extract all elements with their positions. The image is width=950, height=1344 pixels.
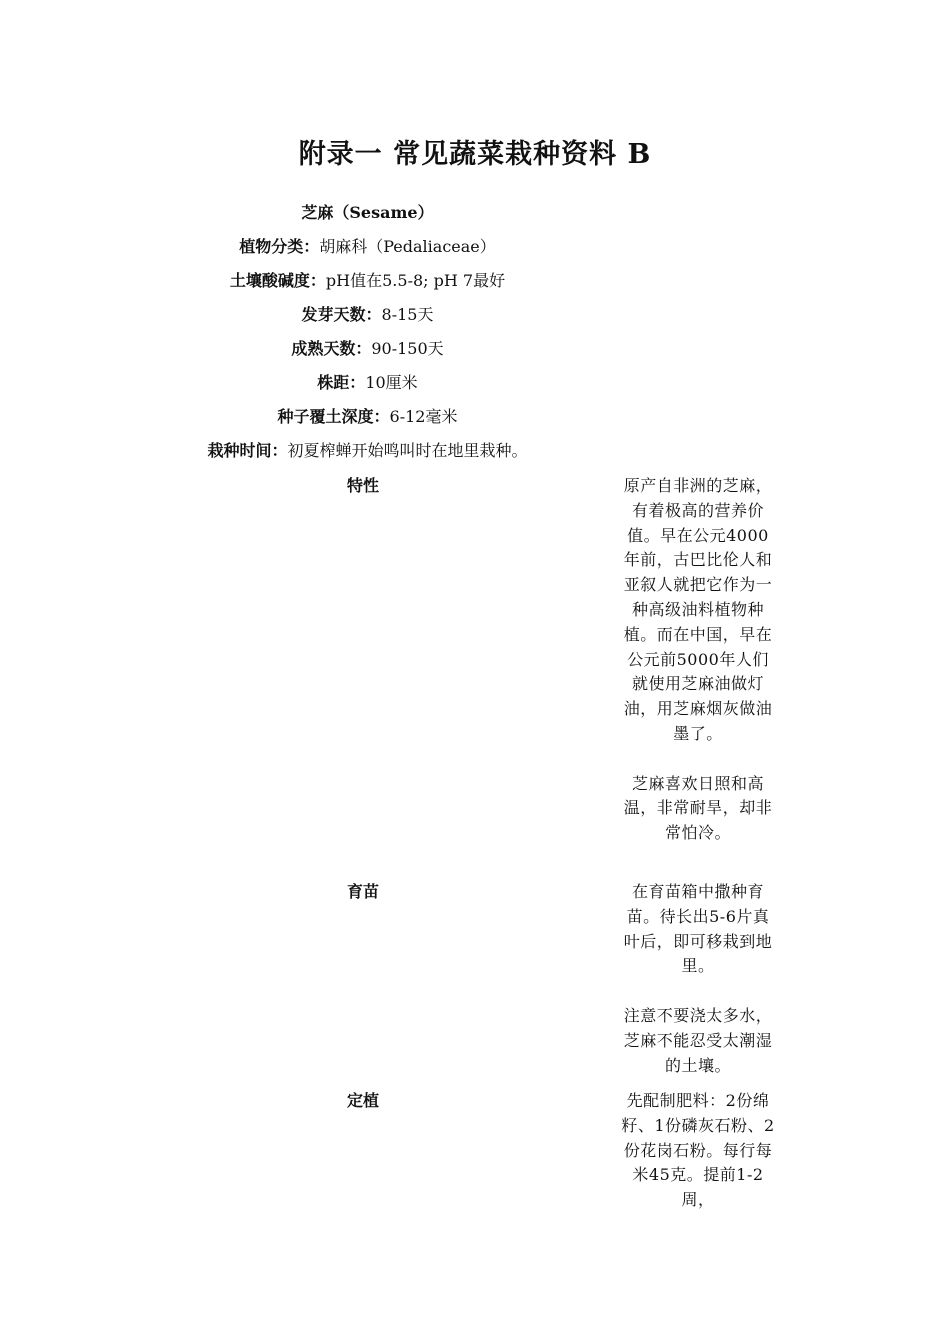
section-paragraph: 注意不要浇太多水，芝麻不能忍受太潮湿的土壤。 bbox=[623, 1005, 773, 1075]
info-label: 栽种时间： bbox=[207, 441, 288, 460]
info-label: 种子覆土深度： bbox=[277, 407, 390, 426]
info-plant-spacing bbox=[0, 372, 735, 394]
info-label: 株距： bbox=[317, 373, 366, 392]
info-label: 植物分类： bbox=[239, 237, 320, 256]
info-value: 10厘米 bbox=[365, 373, 418, 392]
info-value: 8-15天 bbox=[381, 305, 434, 324]
info-label: 成熟天数： bbox=[291, 339, 372, 358]
info-seed-depth bbox=[0, 406, 735, 428]
info-planting-time bbox=[0, 440, 735, 462]
section-paragraph: 原产自非洲的芝麻，有着极高的营养价值。早在公元4000年前，古巴比伦人和亚叙人就把它作为一种高级油料植物种植。而在中国，早在公元前5000年人们就使用芝麻油做灯油，用芝麻烟灰做油墨了。 bbox=[623, 476, 773, 743]
document-title: 附录一 常见蔬菜栽种资料 B bbox=[298, 139, 652, 170]
section-body-seedling bbox=[620, 880, 776, 1078]
section-label-transplant: 定植 bbox=[347, 1091, 380, 1110]
info-value: 6-12毫米 bbox=[389, 407, 458, 426]
info-value: pH值在5.5-8; pH 7最好 bbox=[325, 271, 506, 290]
info-soil-ph bbox=[0, 270, 735, 292]
info-label: 发芽天数： bbox=[301, 305, 382, 324]
section-label-seedling: 育苗 bbox=[347, 882, 380, 901]
info-value: 初夏榨蝉开始鸣叫时在地里栽种。 bbox=[287, 441, 528, 460]
info-value: 胡麻科（Pedaliaceae） bbox=[319, 237, 496, 256]
section-body-characteristics bbox=[620, 474, 776, 846]
section-paragraph: 在育苗箱中撒种育苗。待长出5-6片真叶后，即可移栽到地里。 bbox=[623, 882, 773, 976]
info-germination-days bbox=[0, 304, 735, 326]
section-body-transplant bbox=[620, 1089, 776, 1213]
section-paragraph: 芝麻喜欢日照和高温，非常耐旱，却非常怕冷。 bbox=[623, 773, 773, 843]
plant-name: 芝麻（Sesame） bbox=[301, 203, 434, 222]
info-maturity-days bbox=[0, 338, 735, 360]
section-paragraph: 先配制肥料：2份绵籽、1份磷灰石粉、2份花岗石粉。每行每米45克。提前1-2周， bbox=[621, 1091, 775, 1210]
info-value: 90-150天 bbox=[371, 339, 444, 358]
info-label: 土壤酸碱度： bbox=[229, 271, 326, 290]
section-label-characteristics: 特性 bbox=[347, 476, 380, 495]
info-plant-family bbox=[0, 236, 735, 258]
